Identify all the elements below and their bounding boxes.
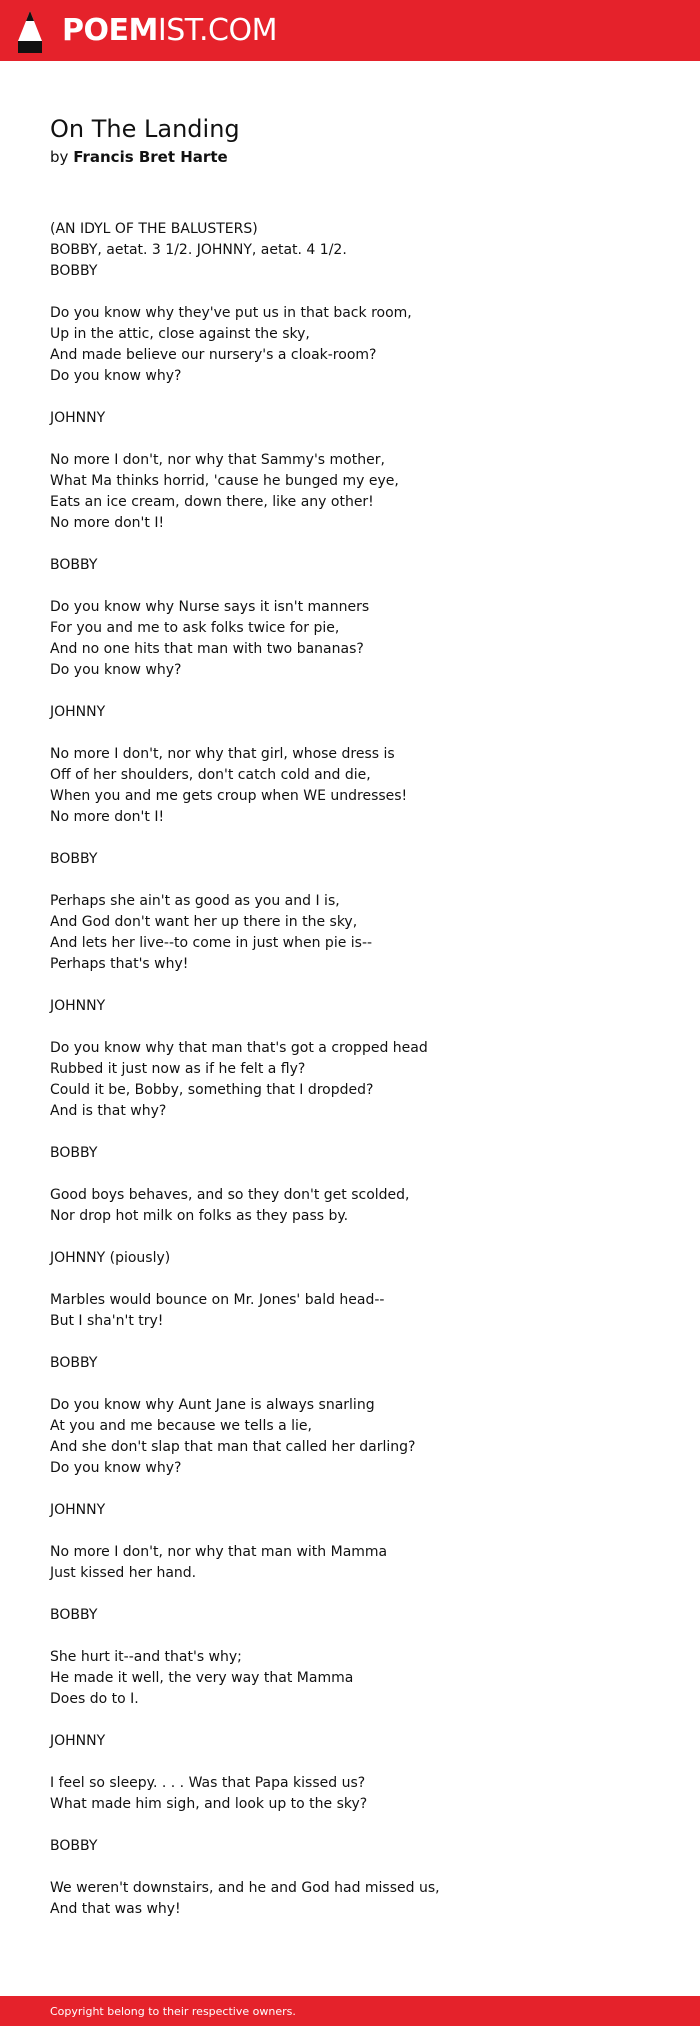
poem-line: No more don't I! [50, 809, 165, 825]
stanza-gap [50, 1227, 650, 1248]
poem-line: But I sha'n't try! [50, 1313, 164, 1329]
pencil-logo-icon[interactable] [18, 11, 42, 53]
poem-line: BOBBY [50, 1838, 98, 1854]
stanza-gap [50, 1374, 650, 1395]
poem-line: He made it well, the very way that Mamma [50, 1670, 354, 1686]
stanza-gap [50, 1857, 650, 1878]
poem-line: Eats an ice cream, down there, like any other! [50, 494, 374, 510]
poem-line: When you and me gets croup when WE undresses! [50, 788, 408, 804]
poem-line: No more don't I! [50, 515, 165, 531]
poem-line: BOBBY [50, 263, 98, 279]
stanza-gap [50, 681, 650, 702]
poem-line: JOHNNY [50, 998, 106, 1014]
poem-line: At you and me because we tells a lie, [50, 1418, 312, 1434]
poem-line: We weren't downstairs, and he and God had missed us, [50, 1880, 440, 1896]
poem-line: What Ma thinks horrid, 'cause he bunged my eye, [50, 473, 399, 489]
poem-line: Do you know why? [50, 1460, 182, 1476]
poem-line: I feel so sleepy. . . . Was that Papa kissed us? [50, 1775, 366, 1791]
stanza-gap [50, 1626, 650, 1647]
stanza-gap [50, 975, 650, 996]
poem-line: JOHNNY [50, 704, 106, 720]
stanza-gap [50, 576, 650, 597]
poem-line: Rubbed it just now as if he felt a fly? [50, 1061, 306, 1077]
poem-line: JOHNNY (piously) [50, 1250, 171, 1266]
poem-line: BOBBY [50, 1355, 98, 1371]
poem-line: No more I don't, nor why that Sammy's mother, [50, 452, 385, 468]
poem-line: Up in the attic, close against the sky, [50, 326, 310, 342]
poem-line: BOBBY [50, 1607, 98, 1623]
poem-line: Does do to I. [50, 1691, 139, 1707]
stanza-gap [50, 1269, 650, 1290]
poem-line: And no one hits that man with two bananas? [50, 641, 364, 657]
author-name: Francis Bret Harte [73, 148, 228, 166]
site-header [0, 0, 700, 61]
by-label: by [50, 148, 69, 166]
poem-line: What made him sigh, and look up to the sky? [50, 1796, 368, 1812]
poem-line: BOBBY, aetat. 3 1/2. JOHNNY, aetat. 4 1/2. [50, 242, 347, 258]
poem-line: Do you know why that man that's got a cropped head [50, 1040, 428, 1056]
stanza-gap [50, 1752, 650, 1773]
poem-line: And God don't want her up there in the sky, [50, 914, 358, 930]
stanza-gap [50, 870, 650, 891]
poem-line: Do you know why they've put us in that back room, [50, 305, 412, 321]
site-logo[interactable] [62, 12, 277, 48]
poem-line: Do you know why? [50, 368, 182, 384]
poem-line: Perhaps she ain't as good as you and I is, [50, 893, 340, 909]
poem-title: On The Landing [50, 115, 240, 143]
stanza-gap [50, 1815, 650, 1836]
poem-line: BOBBY [50, 1145, 98, 1161]
stanza-gap [50, 1122, 650, 1143]
stanza-gap [50, 1017, 650, 1038]
poem-line: For you and me to ask folks twice for pie, [50, 620, 340, 636]
poem-body [50, 219, 650, 1920]
poem-line: No more I don't, nor why that girl, whose dress is [50, 746, 395, 762]
stanza-gap [50, 1479, 650, 1500]
poem-line: Do you know why Nurse says it isn't manners [50, 599, 370, 615]
poem-line: And is that why? [50, 1103, 167, 1119]
poem-line: Just kissed her hand. [50, 1565, 197, 1581]
poem-line: And made believe our nursery's a cloak-room? [50, 347, 377, 363]
stanza-gap [50, 534, 650, 555]
poem-line: Off of her shoulders, don't catch cold and die, [50, 767, 371, 783]
logo-text-light: IST.COM [157, 12, 277, 48]
poem-line: No more I don't, nor why that man with Mamma [50, 1544, 388, 1560]
poem-line: BOBBY [50, 557, 98, 573]
poem-line: And lets her live--to come in just when pie is-- [50, 935, 373, 951]
byline [50, 146, 650, 168]
stanza-gap [50, 282, 650, 303]
stanza-gap [50, 1710, 650, 1731]
stanza-gap [50, 1164, 650, 1185]
poem-line: Do you know why? [50, 662, 182, 678]
stanza-gap [50, 1521, 650, 1542]
poem-line: JOHNNY [50, 410, 106, 426]
poem-line: (AN IDYL OF THE BALUSTERS) [50, 221, 258, 237]
stanza-gap [50, 723, 650, 744]
poem-container [50, 114, 650, 1920]
poem-line: JOHNNY [50, 1502, 106, 1518]
poem-line: And she don't slap that man that called her darling? [50, 1439, 416, 1455]
poem-line: BOBBY [50, 851, 98, 867]
copyright-text: Copyright belong to their respective owners. [50, 2004, 296, 2018]
poem-line: Nor drop hot milk on folks as they pass by. [50, 1208, 349, 1224]
poem-line: She hurt it--and that's why; [50, 1649, 242, 1665]
logo-text-bold: POEM [62, 12, 158, 48]
site-footer [0, 1996, 700, 2026]
poem-line: Could it be, Bobby, something that I dropded? [50, 1082, 374, 1098]
poem-line: And that was why! [50, 1901, 181, 1917]
stanza-gap [50, 828, 650, 849]
stanza-gap [50, 387, 650, 408]
poem-line: Perhaps that's why! [50, 956, 189, 972]
stanza-gap [50, 1584, 650, 1605]
stanza-gap [50, 1332, 650, 1353]
poem-line: Good boys behaves, and so they don't get scolded, [50, 1187, 410, 1203]
stanza-gap [50, 429, 650, 450]
poem-line: Do you know why Aunt Jane is always snarling [50, 1397, 375, 1413]
poem-line: Marbles would bounce on Mr. Jones' bald head-- [50, 1292, 385, 1308]
poem-line: JOHNNY [50, 1733, 106, 1749]
